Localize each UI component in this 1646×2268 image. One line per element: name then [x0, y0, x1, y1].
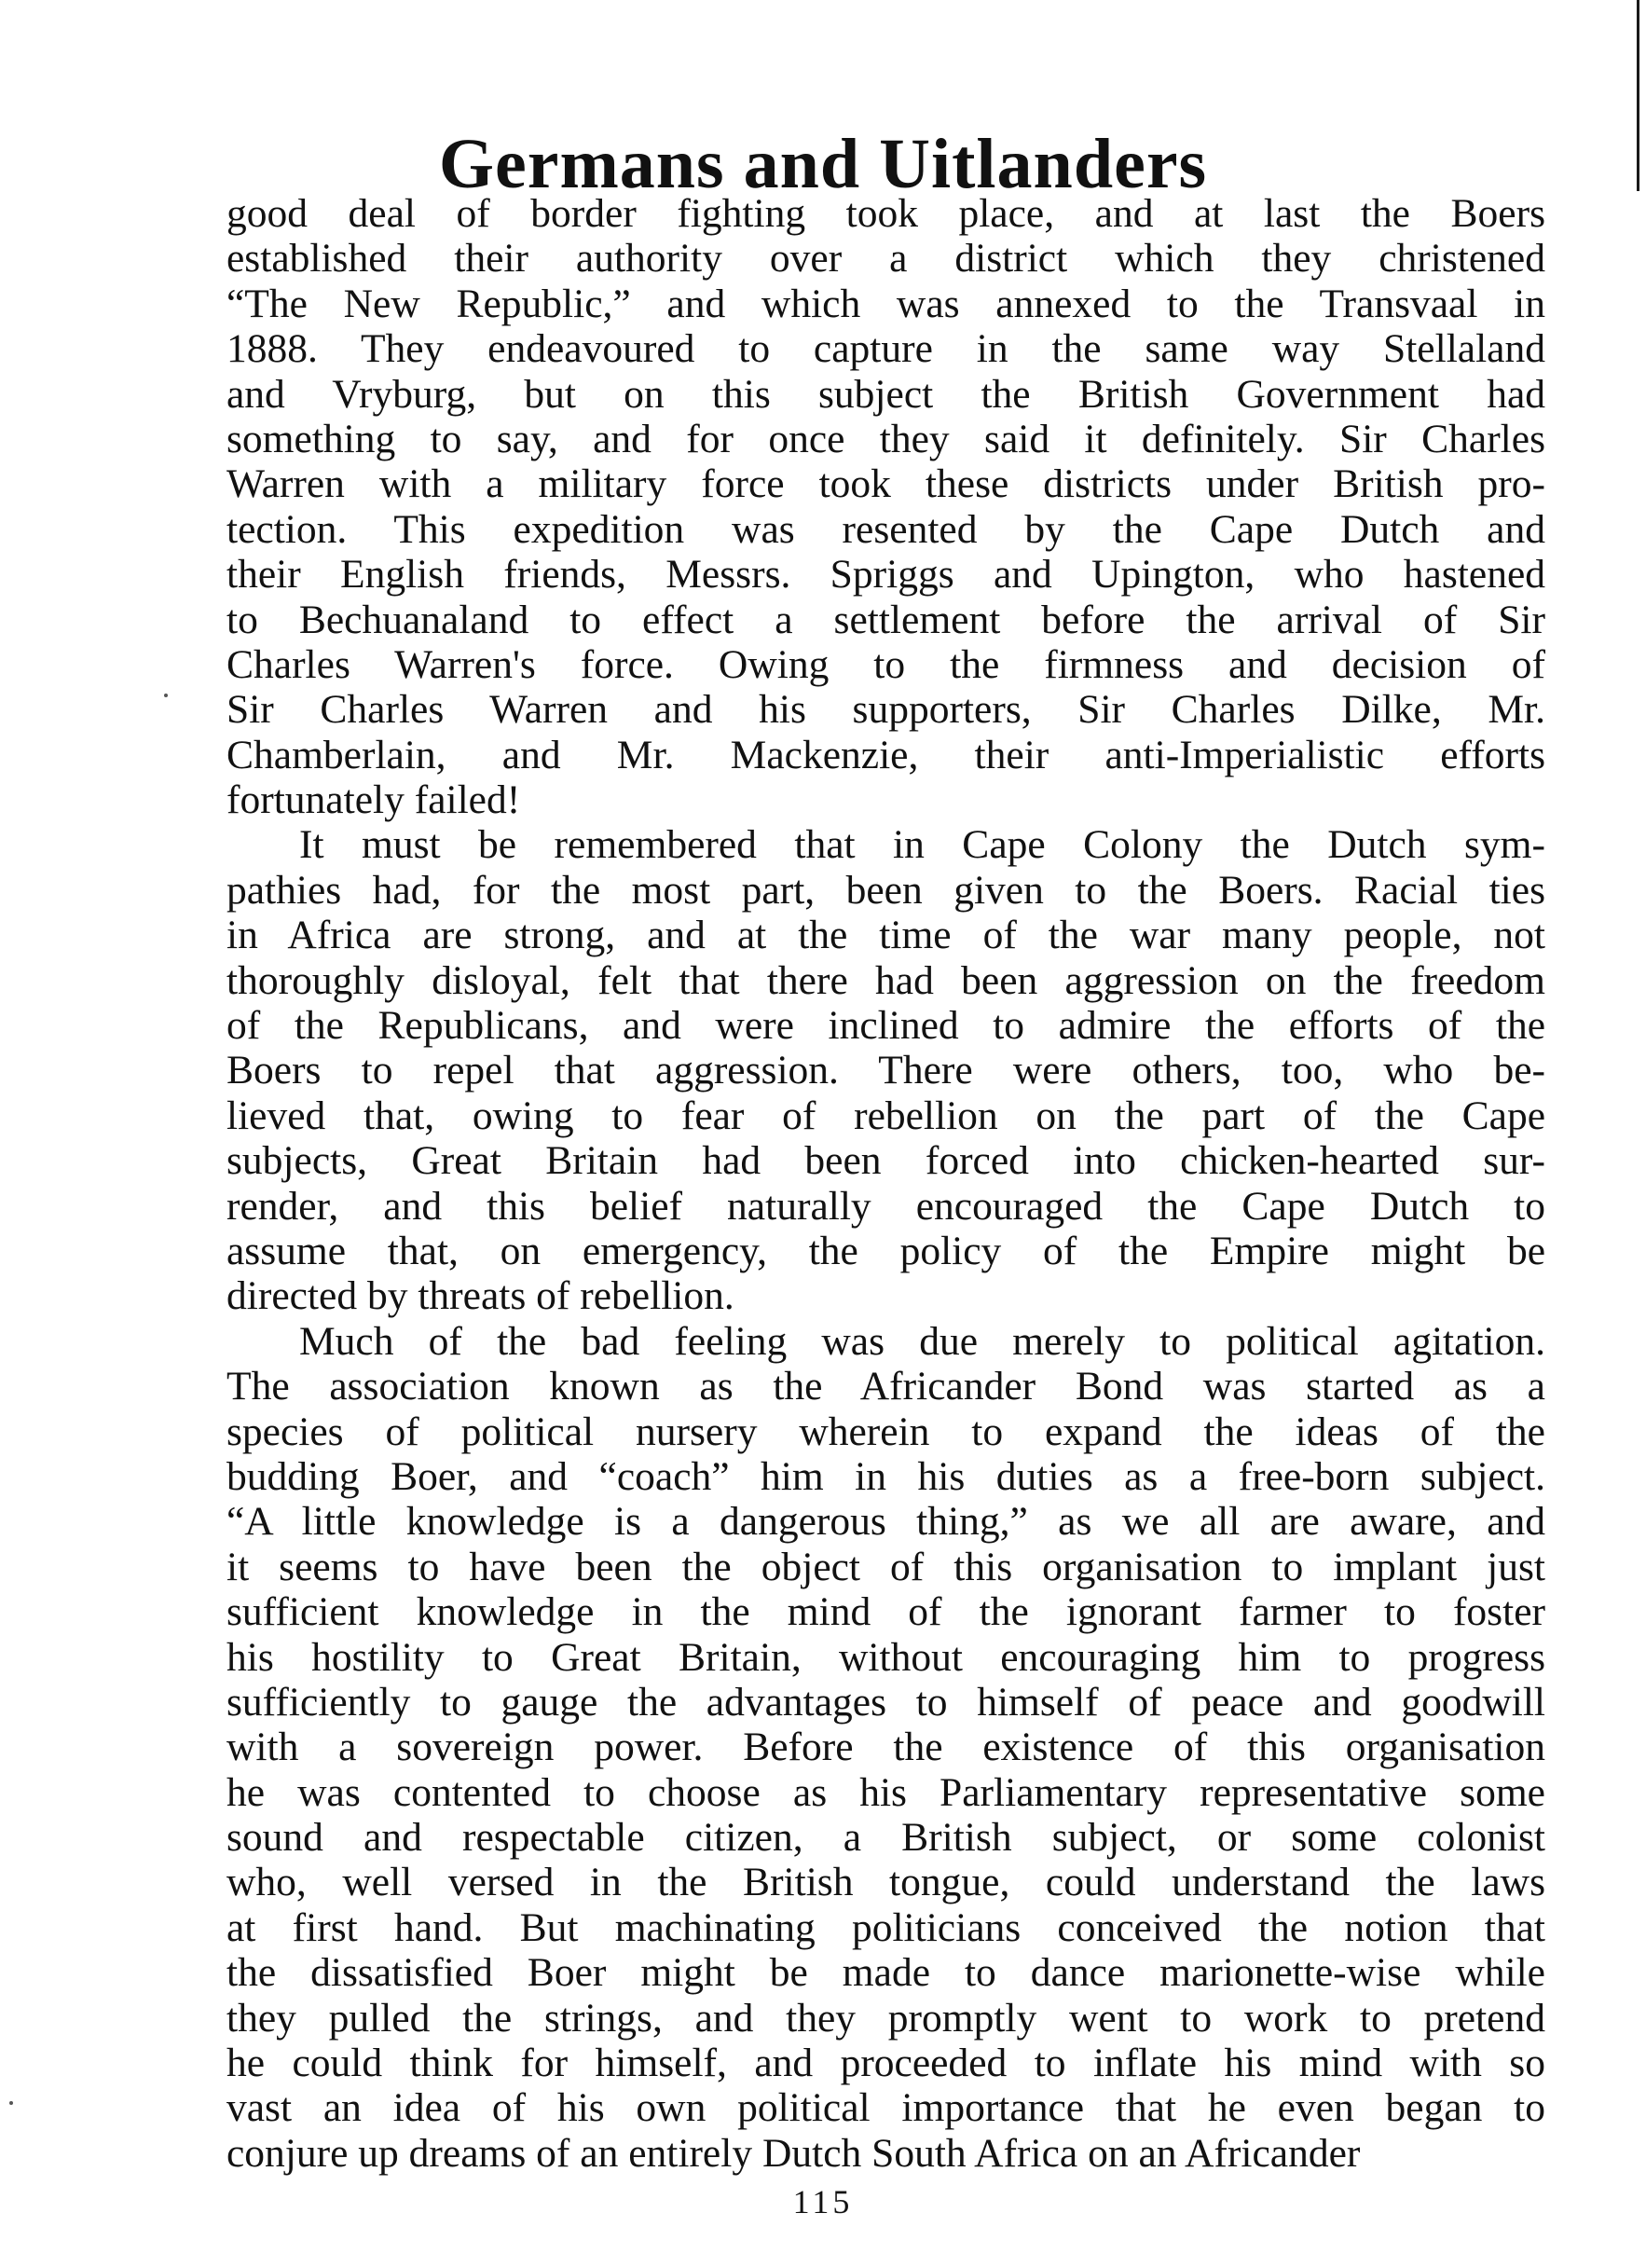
text-line: “The New Republic,” and which was annexed to the Transvaal in [226, 281, 1545, 326]
text-line: The association known as the Africander Bond was started as a [226, 1364, 1545, 1409]
text-line: sufficient knowledge in the mind of the ignorant farmer to foster [226, 1589, 1545, 1635]
text-line: species of political nursery wherein to expand the ideas of the [226, 1409, 1545, 1454]
paragraph-2 [226, 822, 1545, 1318]
text-line: vast an idea of his own political importance that he even began to [226, 2085, 1545, 2131]
text-line: to Bechuanaland to effect a settlement before the arrival of Sir [226, 597, 1545, 642]
text-line: thoroughly disloyal, felt that there had been aggression on the freedom [226, 957, 1545, 1003]
paragraph-1 [226, 191, 1545, 822]
text-line: who, well versed in the British tongue, could understand the laws [226, 1860, 1545, 1905]
scan-speck [164, 694, 168, 697]
text-line: in Africa are strong, and at the time of the war many people, not [226, 913, 1545, 958]
text-line: “A little knowledge is a dangerous thing,” as we all are aware, and [226, 1499, 1545, 1545]
text-line: he was contented to choose as his Parliamentary representative some [226, 1769, 1545, 1815]
text-line: Sir Charles Warren and his supporters, Sir Charles Dilke, Mr. [226, 687, 1545, 733]
scan-speck [9, 2101, 13, 2105]
text-line: sound and respectable citizen, a British subject, or some colonist [226, 1815, 1545, 1861]
text-line: subjects, Great Britain had been forced into chicken-hearted sur- [226, 1138, 1545, 1184]
text-line: he could think for himself, and proceeded to inflate his mind with so [226, 2041, 1545, 2086]
text-line: 1888. They endeavoured to capture in the same way Stellaland [226, 326, 1545, 372]
text-line: Boers to repel that aggression. There were others, too, who be- [226, 1048, 1545, 1093]
text-line: good deal of border fighting took place, and at last the Boers [226, 191, 1545, 236]
paragraph-3 [226, 1319, 1545, 2176]
text-line: render, and this belief naturally encouraged the Cape Dutch to [226, 1183, 1545, 1229]
text-line: sufficiently to gauge the advantages to himself of peace and goodwill [226, 1679, 1545, 1725]
page-number: 115 [792, 2183, 854, 2220]
text-line: his hostility to Great Britain, without encouraging him to progress [226, 1634, 1545, 1680]
page-title: Germans and Uitlanders [438, 124, 1208, 203]
text-line: assume that, on emergency, the policy of the Empire might be [226, 1228, 1545, 1273]
text-line: budding Boer, and “coach” him in his duties as a free-born subject. [226, 1453, 1545, 1499]
text-line: tection. This expedition was resented by the Cape Dutch and [226, 506, 1545, 552]
text-line: Warren with a military force took these districts under British pro- [226, 461, 1545, 507]
text-line: they pulled the strings, and they promptly went to work to pretend [226, 1995, 1545, 2041]
text-line: at first hand. But machinating politicians conceived the notion that [226, 1904, 1545, 1950]
text-line: of the Republicans, and were inclined to admire the efforts of the [226, 1003, 1545, 1049]
text-line: conjure up dreams of an entirely Dutch South Africa on an Africander [226, 2130, 1361, 2176]
body-text [226, 191, 1545, 2176]
text-line: directed by threats of rebellion. [226, 1273, 734, 1319]
text-line: Much of the bad feeling was due merely to political agitation. [299, 1318, 1545, 1364]
text-line: with a sovereign power. Before the existence of this organisation [226, 1725, 1545, 1770]
text-line: and Vryburg, but on this subject the British Government had [226, 371, 1545, 417]
text-line: something to say, and for once they said it definitely. Sir Charles [226, 416, 1545, 461]
text-line: It must be remembered that in Cape Colony the Dutch sym- [299, 822, 1545, 868]
text-line: established their authority over a district which they christened [226, 236, 1545, 282]
text-line: the dissatisfied Boer might be made to dance marionette-wise while [226, 1950, 1545, 1996]
text-line: it seems to have been the object of this organisation to implant just [226, 1544, 1545, 1589]
text-line: lieved that, owing to fear of rebellion on the part of the Cape [226, 1093, 1545, 1138]
text-line: Chamberlain, and Mr. Mackenzie, their anti-Imperialistic efforts [226, 732, 1545, 777]
text-line: fortunately failed! [226, 777, 521, 823]
text-line: Charles Warren's force. Owing to the firmness and decision of [226, 641, 1545, 687]
text-line: pathies had, for the most part, been given to the Boers. Racial ties [226, 867, 1545, 913]
text-line: their English friends, Messrs. Spriggs and Upington, who hastened [226, 552, 1545, 598]
